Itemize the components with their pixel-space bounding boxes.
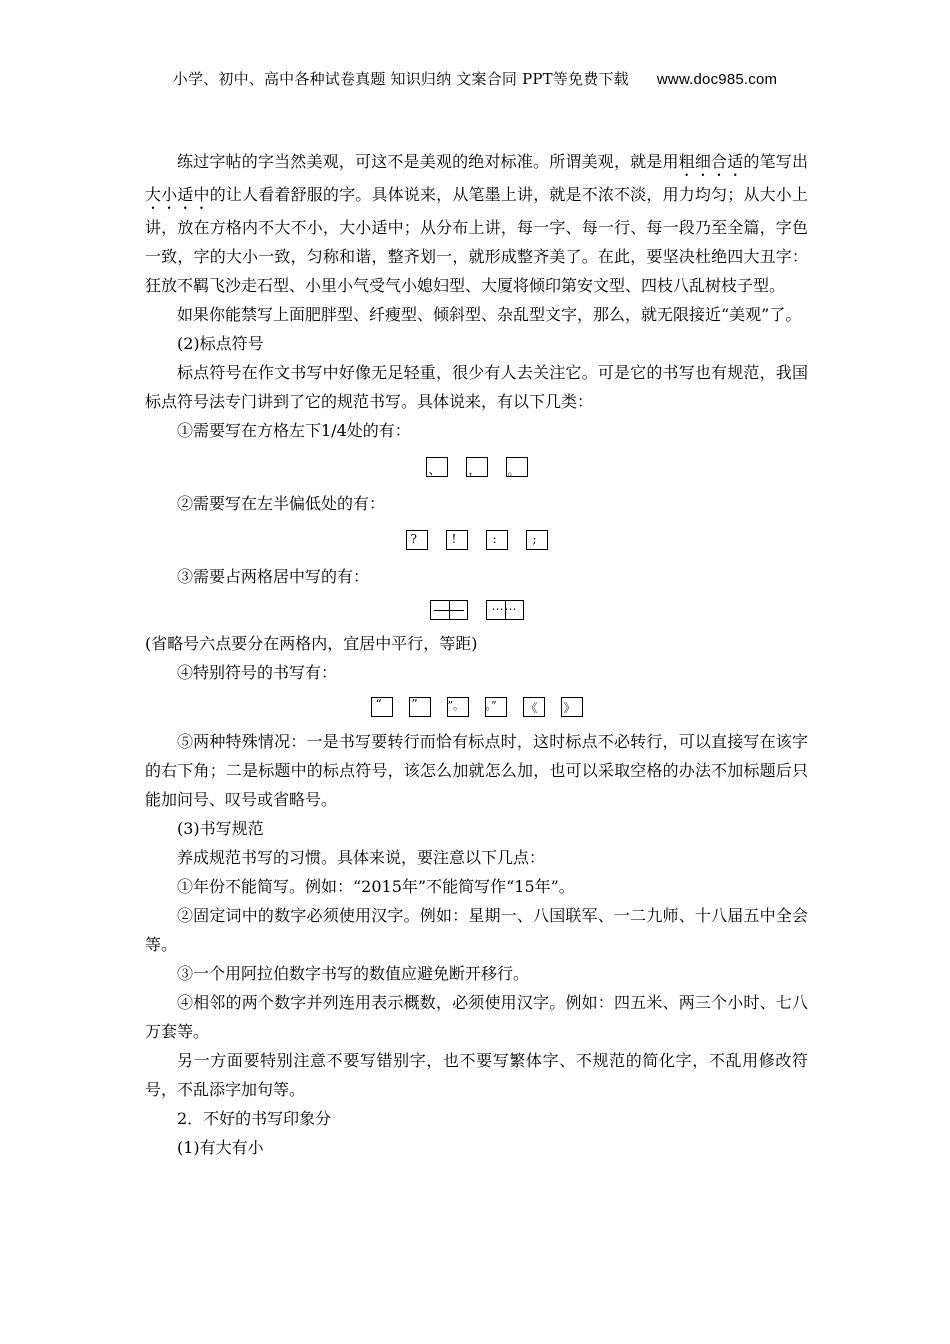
punct-box (426, 457, 448, 477)
p1-emphasis-2: 大小适中 (145, 185, 210, 204)
punct-quote-period: ”。 (447, 699, 465, 712)
punct-book-close: 》 (563, 701, 576, 715)
ellipsis-note: (省略号六点要分在两格内，宜居中平行，等距) (145, 634, 478, 653)
p1-emphasis-1: 粗细合适 (678, 152, 744, 171)
punct-open-quote: “ (375, 697, 382, 711)
ellipsis-double-box (486, 600, 524, 620)
punct-semicolon: ; (532, 532, 537, 546)
rule-2: ②固定词中的数字必须使用汉字。例如：星期一、八国联军、一二九师、十八届五中全会等。 (145, 906, 808, 954)
list-item-1: ①需要写在方格左下1/4处的有： (177, 421, 411, 440)
paragraph-punct-intro: 标点符号在作文书写中好像无足轻重，很少有人去关注它。可是它的书写也有规范，我国标点符号法专门讲到了它的规范书写。具体说来，有以下几类： (145, 363, 808, 411)
punct-box (446, 530, 468, 550)
punct-comma: ， (468, 463, 481, 477)
punct-close-quote: ” (411, 697, 418, 711)
punct-colon: : (492, 532, 497, 546)
punct-row-left-low (145, 518, 808, 562)
punct-row-special (145, 687, 808, 727)
punct-row-two-cell (145, 591, 808, 629)
punct-box (371, 697, 393, 717)
header-text: 小学、初中、高中各种试卷真题 知识归纳 文案合同 PPT等免费下载 (172, 70, 629, 88)
paragraph-typos: 另一方面要特别注意不要写错别字，也不要写繁体字、不规范的简化字，不乱用修改符号，不乱添字加句等。 (145, 1051, 808, 1099)
list-item-4: ④特别符号的书写有： (177, 663, 338, 682)
punct-box (485, 697, 507, 717)
punct-box (486, 530, 508, 550)
dash-line (434, 610, 464, 611)
punct-box (406, 530, 428, 550)
list-item-5: ⑤两种特殊情况：一是书写要转行而恰有标点时，这时标点不必转行，可以直接写在该字的右下角；二是标题中的标点符号，该怎么加就怎么加，也可以采取空格的办法不加标题后只能加问号、叹号或省略号。 (145, 732, 808, 809)
punct-question: ? (410, 532, 417, 546)
p1-text-c: 的让人看着舒服的字。具体说来，从笔墨上讲，就是不浓不淡，用力均匀；从大小上讲，放在方格内不大不小，大小适中；从分布上讲，每一字、每一行、每一段乃至全篇，字色一致，字的大小一致，匀称和谐，整齐划一，就形成整齐美了。在此，要坚决杜绝四大丑字：狂放不羁飞沙走石型、小里小气受气小媳妇型、大厦将倾印第安文型、四枝八乱树枝子型。 (145, 185, 808, 295)
punct-box (526, 530, 548, 550)
punct-exclaim: ! (451, 532, 457, 546)
punct-period: 。 (507, 464, 520, 478)
dash-double-box (430, 600, 468, 620)
punct-box (409, 697, 431, 717)
punct-dunhao: 、 (428, 463, 441, 477)
punct-book-open: 《 (525, 701, 538, 715)
rule-1: ①年份不能简写。例如：“2015年”不能简写作“15年”。 (177, 877, 575, 896)
p1-text-b: 的笔写出 (743, 152, 808, 171)
punct-box (523, 697, 545, 717)
heading-writing-norms: (3)书写规范 (177, 819, 264, 838)
document-body (145, 147, 808, 1162)
list-item-2: ②需要写在左半偏低处的有： (177, 494, 386, 513)
heading-punctuation: (2)标点符号 (177, 334, 264, 353)
punct-box (506, 457, 528, 477)
punct-box (561, 697, 583, 717)
rule-3: ③一个用阿拉伯数字书写的数值应避免断开移行。 (177, 964, 530, 983)
ellipsis-dots: ⋯⋯ (491, 602, 518, 616)
paragraph-beauty (145, 147, 808, 300)
heading-section-2: 2．不好的书写印象分 (177, 1109, 332, 1128)
punct-box (447, 697, 469, 717)
punct-box (466, 457, 488, 477)
paragraph-norms-intro: 养成规范书写的习惯。具体来说，要注意以下几点： (177, 848, 546, 867)
list-item-3: ③需要占两格居中写的有： (177, 567, 370, 586)
heading-section-2-1: (1)有大有小 (177, 1138, 264, 1157)
punct-period-quote: 。” (485, 699, 497, 712)
header-site: www.doc985.com (656, 71, 778, 88)
page-header (0, 68, 950, 89)
punct-row-lower-left (145, 445, 808, 489)
p1-text-a: 练过字帖的字当然美观，可这不是美观的绝对标准。所谓美观，就是用 (177, 152, 679, 171)
paragraph-approach: 如果你能禁写上面肥胖型、纤瘦型、倾斜型、杂乱型文字，那么，就无限接近“美观”了。 (177, 305, 802, 324)
rule-4: ④相邻的两个数字并列连用表示概数，必须使用汉字。例如：四五米、两三个小时、七八万套等。 (145, 993, 808, 1041)
